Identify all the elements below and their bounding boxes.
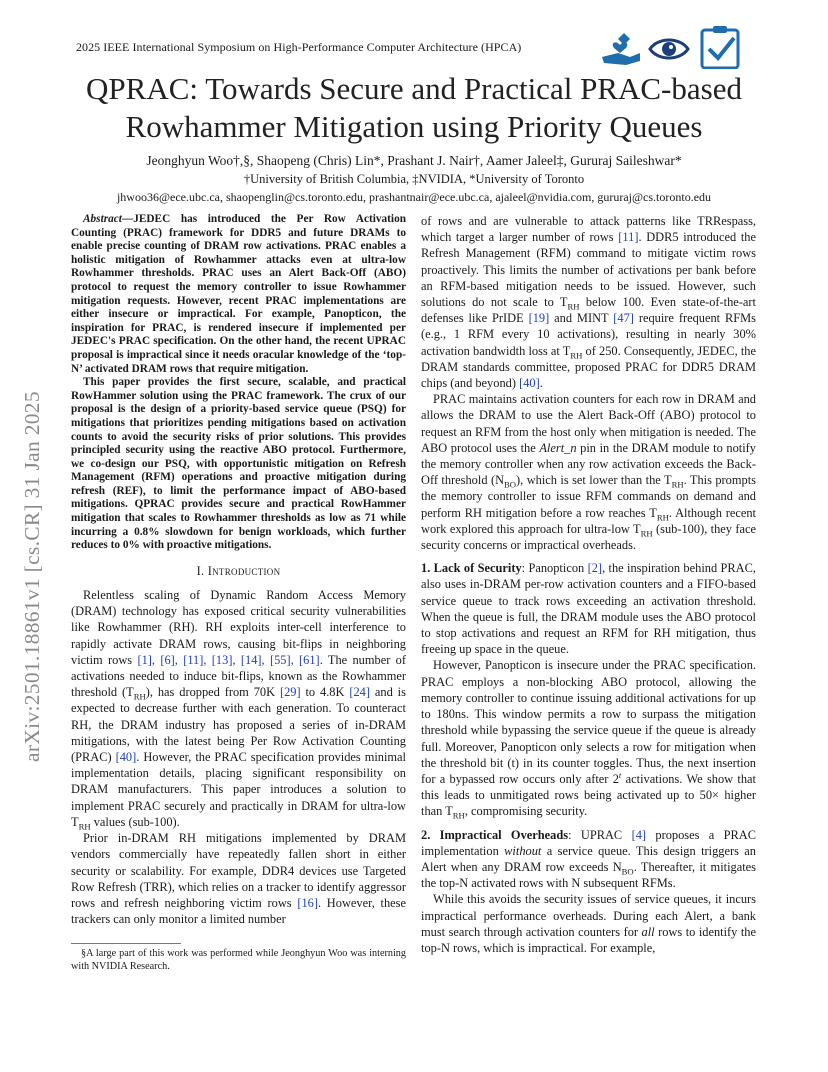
citation-link[interactable]: [47]	[613, 311, 634, 326]
citation-link[interactable]: [40]	[115, 750, 137, 765]
abstract-lead: Abstract	[83, 213, 122, 225]
impractical-overheads-paragraph: 2. Impractical Overheads: UPRAC [4] proposes a PRAC implementation without a service queue. This design triggers an Alert when any DRAM row exceeds $N_{BO}$. Thereafter, it mitigates the top-N activated rows with N subsequent RFMs.	[421, 827, 756, 891]
citation-link[interactable]: [29]	[279, 685, 301, 700]
intro-paragraph-2: Prior in-DRAM RH mitigations implemented by DRAM vendors commercially have repeatedly fallen short in either security or scalability. For example, DDR4 devices use Targeted Row Refresh (TRR), which relies on a tracker to identify aggressor rows and refresh neighboring victim rows [16]. However, these trackers can only monitor a limited number	[71, 831, 406, 927]
eye-icon	[650, 40, 688, 58]
left-column	[71, 213, 406, 973]
right-paragraph-final: While this avoids the security issues of service queues, it incurs impractical performance overheads. During each Alert, a bank must search through activation counters for all rows to identify the top-N rows, which is impractical. For example,	[421, 892, 756, 955]
paper-title-line-2: Rowhammer Mitigation using Priority Queues	[125, 109, 703, 144]
author-list: Jeonghyun Woo†,§, Shaopeng (Chris) Lin*, Prashant J. Nair†, Aamer Jaleel‡, Gururaj Saileshwar*	[146, 153, 682, 168]
lack-of-security-paragraph: 1. Lack of Security: Panopticon [2], the inspiration behind PRAC, also uses in-DRAM per-row activation counters and a FIFO-based service queue to track rows exceeding an activation threshold. When the queue is full, the DRAM module uses the ABO protocol to stop activations and request an RFM for RH mitigation, thus freeing up space in the queue.	[421, 561, 756, 657]
hand-heart-icon	[602, 33, 640, 65]
affiliations: †University of British Columbia, ‡NVIDIA, *University of Toronto	[243, 172, 585, 186]
clipboard-check-icon	[702, 26, 738, 68]
citation-link[interactable]: [2]	[587, 561, 603, 576]
citation-link[interactable]: [40]	[519, 376, 540, 391]
citation-link[interactable]: [19]	[528, 311, 550, 326]
right-column	[421, 213, 756, 956]
section-heading-introduction: I. Introduction	[196, 563, 281, 578]
citation-link[interactable]: [24]	[349, 685, 370, 700]
paper-title-line-1: QPRAC: Towards Secure and Practical PRAC-based	[86, 71, 742, 106]
paper-title	[40, 70, 788, 146]
impractical-overheads-heading: 2. Impractical Overheads	[421, 827, 569, 842]
citation-link[interactable]: [16]	[297, 895, 318, 910]
footnote-rule	[71, 943, 181, 944]
ieee-logos	[596, 23, 746, 69]
abstract-paragraph-2: This paper provides the first secure, scalable, and practical RowHammer solution using the PRAC framework. The crux of our proposal is the design of a priority-based service queue (PSQ) for mitigations that prioritizes pending mitigations based on activation counts to avoid the security risks of prior solutions. This provides principled security using the reactive ABO protocol. Furthermore, we co-design our PSQ, with opportunistic mitigation on Refresh Management (RFM) operations and proactive mitigation during refresh (REF), to limit the performance impact of ABO-based mitigations. QPRAC provides secure and practical RowHammer mitigation that scales to Rowhammer thresholds as low as 71 while incurring a 0.8% slowdown for benign workloads, which further reduces to 0% with proactive mitigations.	[71, 376, 406, 552]
panopticon-insecure-paragraph: However, Panopticon is insecure under the PRAC specification. PRAC employs a non-blocking ABO protocol, allowing the memory controller to continue issuing additional activations for up to 180ns. This window permits a row to surpass the mitigation threshold while bypassing the service queue if the queue is already full. Moreover, Panopticon only selects a row for mitigation when the threshold bit (t) in its counter toggles. Thus, the next insertion for a bypassed row occurs only after 2$^t$ activations. We show that this leads to unmitigated rows being activated up to 50× higher than $T_{RH}$, compromising security.	[421, 658, 756, 821]
abstract	[71, 213, 406, 553]
conference-header: 2025 IEEE International Symposium on High-Performance Computer Architecture (HPCA)	[76, 40, 522, 54]
citation-link[interactable]: [4]	[631, 827, 647, 842]
arxiv-sidebar-id: arXiv:2501.18861v1 [cs.CR] 31 Jan 2025	[20, 391, 44, 762]
lack-of-security-heading: 1. Lack of Security	[421, 561, 522, 576]
citation-link[interactable]: [11]	[618, 230, 639, 245]
right-paragraph-1: of rows and are vulnerable to attack patterns like TRRespass, which target a larger number of rows [11]. DDR5 introduced the Refresh Management (RFM) command to mitigate victim rows proactively. This limits the number of activations per bank before an RFM-based mitigation needs to be issued. However, such solutions do not scale to $T_{RH}$ below 100. Even state-of-the-art defenses like PrIDE [19] and MINT [47] require frequent RFMs (e.g., 1 RFM every 10 activations), resulting in nearly 30% activation bandwidth loss at $T_{RH}$ of 250. Consequently, JEDEC, the DRAM standards committee, proposed PRAC for DDR5 DRAM chips (and beyond) [40].	[421, 214, 756, 391]
intro-paragraph-1: Relentless scaling of Dynamic Random Access Memory (DRAM) technology has exposed critical security vulnerabilities like Rowhammer (RH). RH exploits inter-cell interference to rapidly activate DRAM rows, causing bit-flips in neighboring victim rows [1], [6], [11], [13], [14], [55], [61]. The number of activations needed to induce bit-flips, known as the Rowhammer threshold $(T_{RH})$, has dropped from 70K [29] to 4.8K [24] and is expected to decrease further with each generation. To counteract RH, the DRAM industry has proposed a series of in-DRAM mitigations, with the latest being Per Row Activation Counting (PRAC) [40]. However, the PRAC specification provides minimal implementation details, placing significant responsibility on DRAM manufacturers. This paper introduces a solution to implement PRAC securely and practically in DRAM for ultra-low $T_{RH}$ values (sub-100).	[71, 588, 406, 832]
citation-link[interactable]: [1], [6], [11], [13], [14], [55], [61]	[137, 652, 320, 667]
abstract-paragraph-1: Abstract—JEDEC has introduced the Per Row Activation Counting (PRAC) framework for DDR5 and future DRAMs to enable precise counting of DRAM row activations. PRAC enables a holistic mitigation of Rowhammer attacks even at ultra-low Rowhammer thresholds. PRAC uses an Alert Back-Off (ABO) protocol to request the memory controller to issue Rowhammer mitigation requests. However, recent PRAC implementations are either insecure or impractical. For example, Panopticon, the inspiration for PRAC, is rendered insecure if implemented per JEDEC's PRAC specification. On the other hand, the recent UPRAC proposal is impractical since it needs oracular knowledge of the ‘top-N’ activated DRAM rows that require mitigation.	[71, 213, 406, 375]
author-emails: jhwoo36@ece.ubc.ca, shaopenglin@cs.toronto.edu, prashantnair@ece.ubc.ca, ajaleel@nvidia.com, gururaj@cs.toronto.edu	[116, 190, 712, 204]
right-paragraph-2: PRAC maintains activation counters for each row in DRAM and allows the DRAM to use the Alert Back-Off (ABO) protocol to request an RFM from the host only when mitigation is needed. The ABO protocol uses the Alert_n pin in the DRAM module to notify the memory controller when any row activation exceeds the Back-Off threshold $(N_{BO})$, which is set lower than the $T_{RH}$. This prompts the memory controller to issue RFM commands on demand and perform RH mitigation before a row reaches $T_{RH}$. Although recent work explored this approach for ultra-low $T_{RH}$ (sub-100), they face security concerns or impractical overheads.	[421, 392, 757, 553]
footnote: §A large part of this work was performed while Jeonghyun Woo was interning with NVIDIA Research.	[71, 948, 406, 972]
